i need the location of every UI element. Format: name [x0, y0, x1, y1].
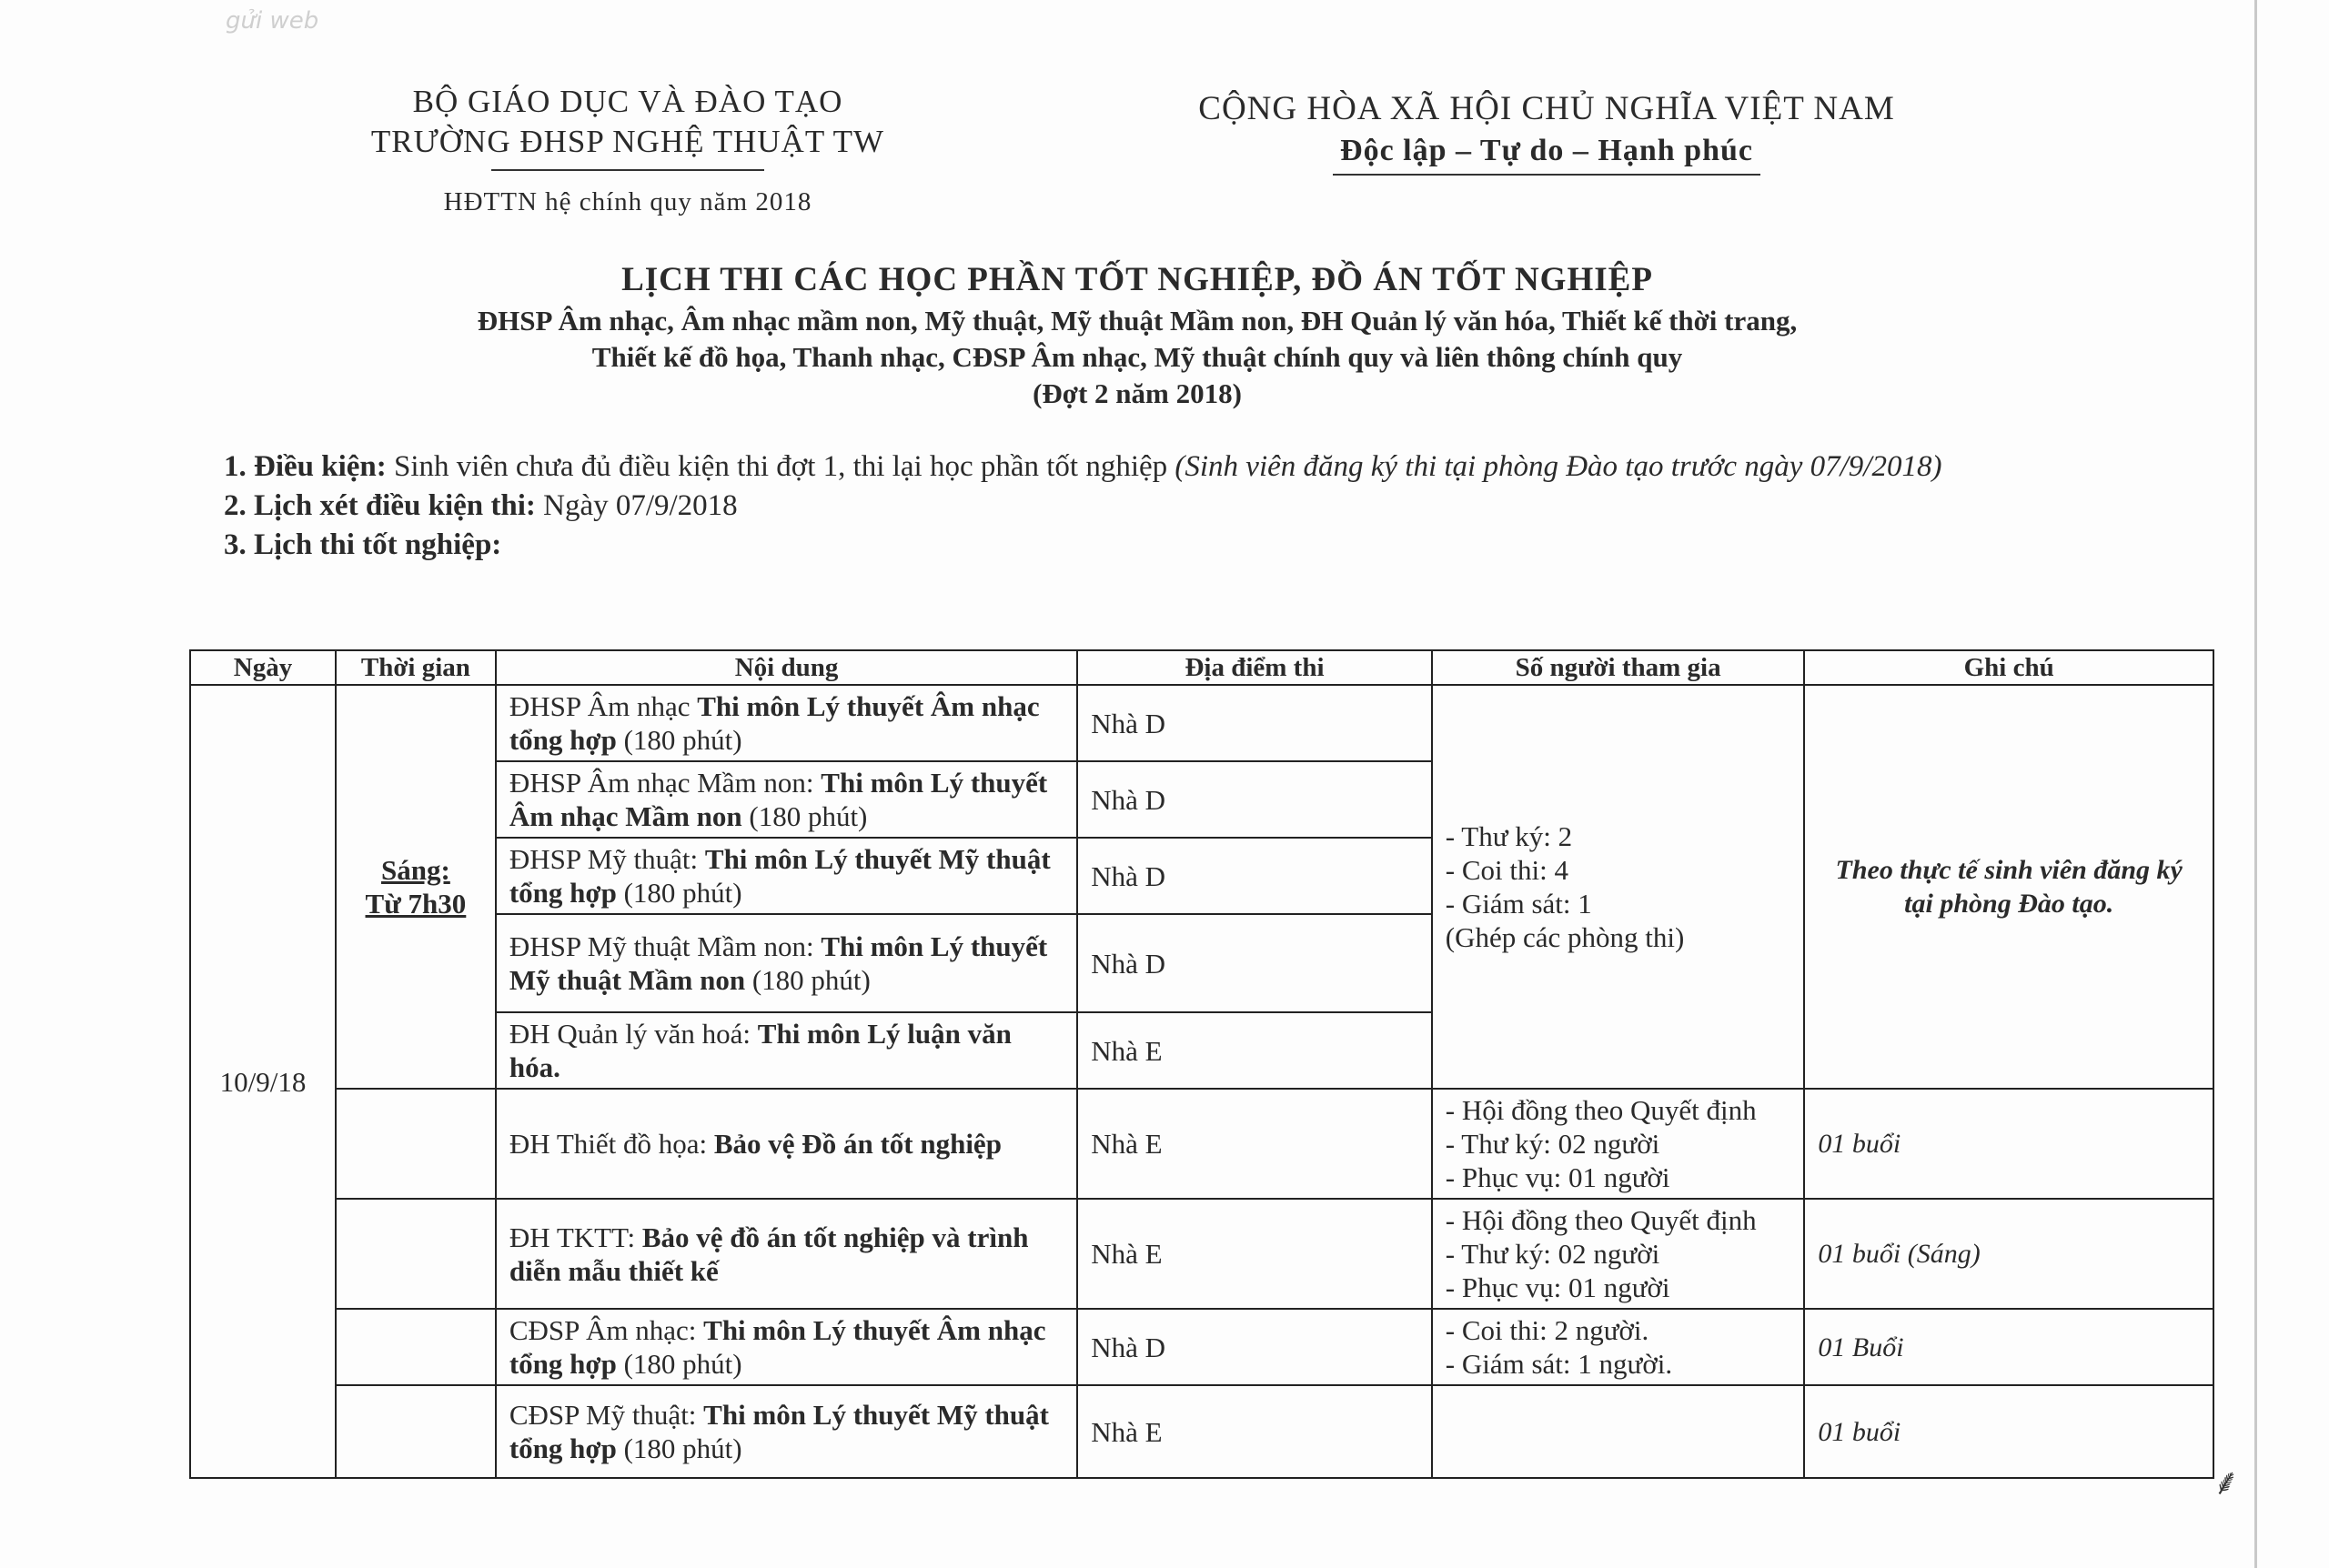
participants-cell — [1432, 685, 1805, 1089]
content-prefix: ĐH Quản lý văn hoá: — [509, 1018, 758, 1050]
location-cell: Nhà D — [1077, 685, 1432, 761]
title-programs-2: Thiết kế đồ họa, Thanh nhạc, CĐSP Âm nhạc, Mỹ thuật chính quy và liên thông chính quy — [591, 341, 1683, 373]
page-edge-divider — [2254, 0, 2257, 1568]
participant-line: - Thư ký: 02 người — [1445, 1238, 1660, 1270]
participants-cell-empty — [1432, 1385, 1805, 1478]
notes-cell: Theo thực tế sinh viên đăng ký tại phòng Đào tạo. — [1804, 685, 2213, 1089]
content-cell — [496, 838, 1077, 914]
location-cell: Nhà D — [1077, 838, 1432, 914]
participant-line: - Thư ký: 2 — [1445, 820, 1573, 852]
national-header — [1128, 89, 1965, 176]
participant-line: - Coi thi: 4 — [1445, 854, 1568, 886]
condition-3-label: 3. Lịch thi tốt nghiệp: — [224, 528, 502, 561]
content-cell — [496, 1089, 1077, 1199]
location-cell: Nhà E — [1077, 1199, 1432, 1309]
condition-1-note: (Sinh viên đăng ký thi tại phòng Đào tạo trước ngày 07/9/2018) — [1175, 450, 1942, 483]
title-main: LỊCH THI CÁC HỌC PHẦN TỐT NGHIỆP, ĐỒ ÁN TỐT NGHIỆP — [621, 261, 1653, 298]
exam-schedule-table — [189, 649, 2214, 1479]
condition-2-label: 2. Lịch xét điều kiện thi: — [224, 489, 536, 522]
participant-line: - Giám sát: 1 — [1445, 888, 1592, 920]
participants-cell — [1432, 1199, 1805, 1309]
participants-cell — [1432, 1309, 1805, 1385]
condition-3 — [224, 526, 2153, 565]
content-prefix: ĐH Thiết đồ họa: — [509, 1128, 714, 1160]
table-row — [190, 1385, 2213, 1478]
ministry-name: BỘ GIÁO DỤC VÀ ĐÀO TẠO — [412, 84, 843, 119]
condition-2 — [224, 487, 2153, 526]
location-cell: Nhà E — [1077, 1012, 1432, 1089]
country-name: CỘNG HÒA XÃ HỘI CHỦ NGHĨA VIỆT NAM — [1198, 90, 1895, 127]
content-subject: Thi môn Lý thuyết Mỹ thuật tổng hợp — [509, 843, 1051, 909]
table-row — [190, 685, 2213, 761]
notes-cell: 01 buổi — [1804, 1089, 2213, 1199]
location-cell: Nhà D — [1077, 1309, 1432, 1385]
title-round: (Đợt 2 năm 2018) — [1033, 377, 1242, 409]
content-duration: (180 phút) — [616, 877, 742, 909]
content-subject: Thi môn Lý thuyết Âm nhạc tổng hợp — [509, 1314, 1046, 1380]
condition-1 — [224, 447, 2153, 487]
location-cell: Nhà D — [1077, 914, 1432, 1012]
header-location: Địa điểm thi — [1077, 650, 1432, 685]
header-participants: Số người tham gia — [1432, 650, 1805, 685]
content-cell — [496, 685, 1077, 761]
council-name: HĐTTN hệ chính quy năm 2018 — [443, 187, 812, 216]
school-name: TRƯỜNG ĐHSP NGHỆ THUẬT TW — [370, 124, 885, 159]
time-cell-empty — [336, 1089, 496, 1199]
time-start: Từ 7h30 — [365, 888, 467, 920]
content-prefix: CĐSP Âm nhạc: — [509, 1314, 704, 1346]
table-row — [190, 1089, 2213, 1199]
time-cell-empty — [336, 1385, 496, 1478]
handwritten-initial-mark: ⸙ — [2213, 1462, 2240, 1503]
condition-1-label: 1. Điều kiện: — [224, 450, 387, 483]
content-cell — [496, 1199, 1077, 1309]
issuer-header — [300, 84, 955, 217]
notes-cell: 01 buổi (Sáng) — [1804, 1199, 2213, 1309]
content-duration: (180 phút) — [616, 1432, 742, 1464]
participant-line: - Thư ký: 02 người — [1445, 1128, 1660, 1160]
participant-line: - Coi thi: 2 người. — [1445, 1314, 1649, 1346]
participant-line: - Phục vụ: 01 người — [1445, 1161, 1670, 1193]
time-cell-empty — [336, 1309, 496, 1385]
condition-2-text: Ngày 07/9/2018 — [535, 489, 738, 522]
content-subject: Thi môn Lý thuyết Mỹ thuật tổng hợp — [509, 1399, 1049, 1464]
participant-line: - Giám sát: 1 người. — [1445, 1348, 1673, 1380]
condition-1-text: Sinh viên chưa đủ điều kiện thi đợt 1, thi lại học phần tốt nghiệp — [386, 450, 1175, 483]
issuer-underline — [491, 169, 764, 171]
participant-line: - Hội đồng theo Quyết định — [1445, 1204, 1757, 1236]
content-subject: Thi môn Lý thuyết Mỹ thuật Mầm non — [509, 930, 1048, 996]
notes-cell: 01 Buổi — [1804, 1309, 2213, 1385]
content-cell — [496, 761, 1077, 838]
time-cell-empty — [336, 1199, 496, 1309]
content-cell — [496, 1385, 1077, 1478]
location-cell: Nhà E — [1077, 1089, 1432, 1199]
notes-cell: 01 buổi — [1804, 1385, 2213, 1478]
content-duration: (180 phút) — [741, 800, 868, 832]
content-prefix: ĐHSP Âm nhạc — [509, 690, 698, 722]
participant-line: - Phục vụ: 01 người — [1445, 1271, 1670, 1303]
date-cell: 10/9/18 — [190, 685, 336, 1478]
participant-line: (Ghép các phòng thi) — [1445, 921, 1685, 953]
motto: Độc lập – Tự do – Hạnh phúc — [1340, 134, 1753, 167]
time-cell — [336, 685, 496, 1089]
content-subject: Bảo vệ Đồ án tốt nghiệp — [713, 1128, 1002, 1160]
content-cell — [496, 1012, 1077, 1089]
content-subject: Thi môn Lý thuyết Âm nhạc tổng hợp — [509, 690, 1040, 756]
content-subject: Thi môn Lý thuyết Âm nhạc Mầm non — [509, 767, 1048, 832]
location-cell: Nhà E — [1077, 1385, 1432, 1478]
content-prefix: ĐHSP Mỹ thuật: — [509, 843, 705, 875]
content-cell — [496, 1309, 1077, 1385]
header-notes: Ghi chú — [1804, 650, 2213, 685]
content-prefix: ĐHSP Âm nhạc Mầm non: — [509, 767, 822, 799]
table-row — [190, 1199, 2213, 1309]
header-time: Thời gian — [336, 650, 496, 685]
time-session: Sáng: — [381, 854, 450, 886]
participants-cell — [1432, 1089, 1805, 1199]
motto-underline — [1333, 174, 1760, 176]
content-subject: Thi môn Lý luận văn hóa. — [509, 1018, 1012, 1083]
title-programs-1: ĐHSP Âm nhạc, Âm nhạc mầm non, Mỹ thuật, Mỹ thuật Mầm non, ĐH Quản lý văn hóa, Thiết kế thời trang, — [477, 305, 1798, 337]
content-duration: (180 phút) — [616, 724, 742, 756]
content-prefix: ĐHSP Mỹ thuật Mầm non: — [509, 930, 822, 962]
header-content: Nội dung — [496, 650, 1077, 685]
table-header-row — [190, 650, 2213, 685]
content-prefix: ĐH TKTT: — [509, 1221, 642, 1253]
conditions-section — [224, 447, 2153, 565]
pencil-note: gửi web — [226, 7, 319, 35]
content-duration: (180 phút) — [616, 1348, 742, 1380]
content-subject: Bảo vệ đồ án tốt nghiệp và trình diễn mẫu thiết kế — [509, 1221, 1029, 1287]
table-row — [190, 1309, 2213, 1385]
location-cell: Nhà D — [1077, 761, 1432, 838]
document-title — [273, 260, 2001, 410]
content-duration: (180 phút) — [745, 964, 871, 996]
participant-line: - Hội đồng theo Quyết định — [1445, 1094, 1757, 1126]
content-prefix: CĐSP Mỹ thuật: — [509, 1399, 704, 1431]
content-cell — [496, 914, 1077, 1012]
header-date: Ngày — [190, 650, 336, 685]
